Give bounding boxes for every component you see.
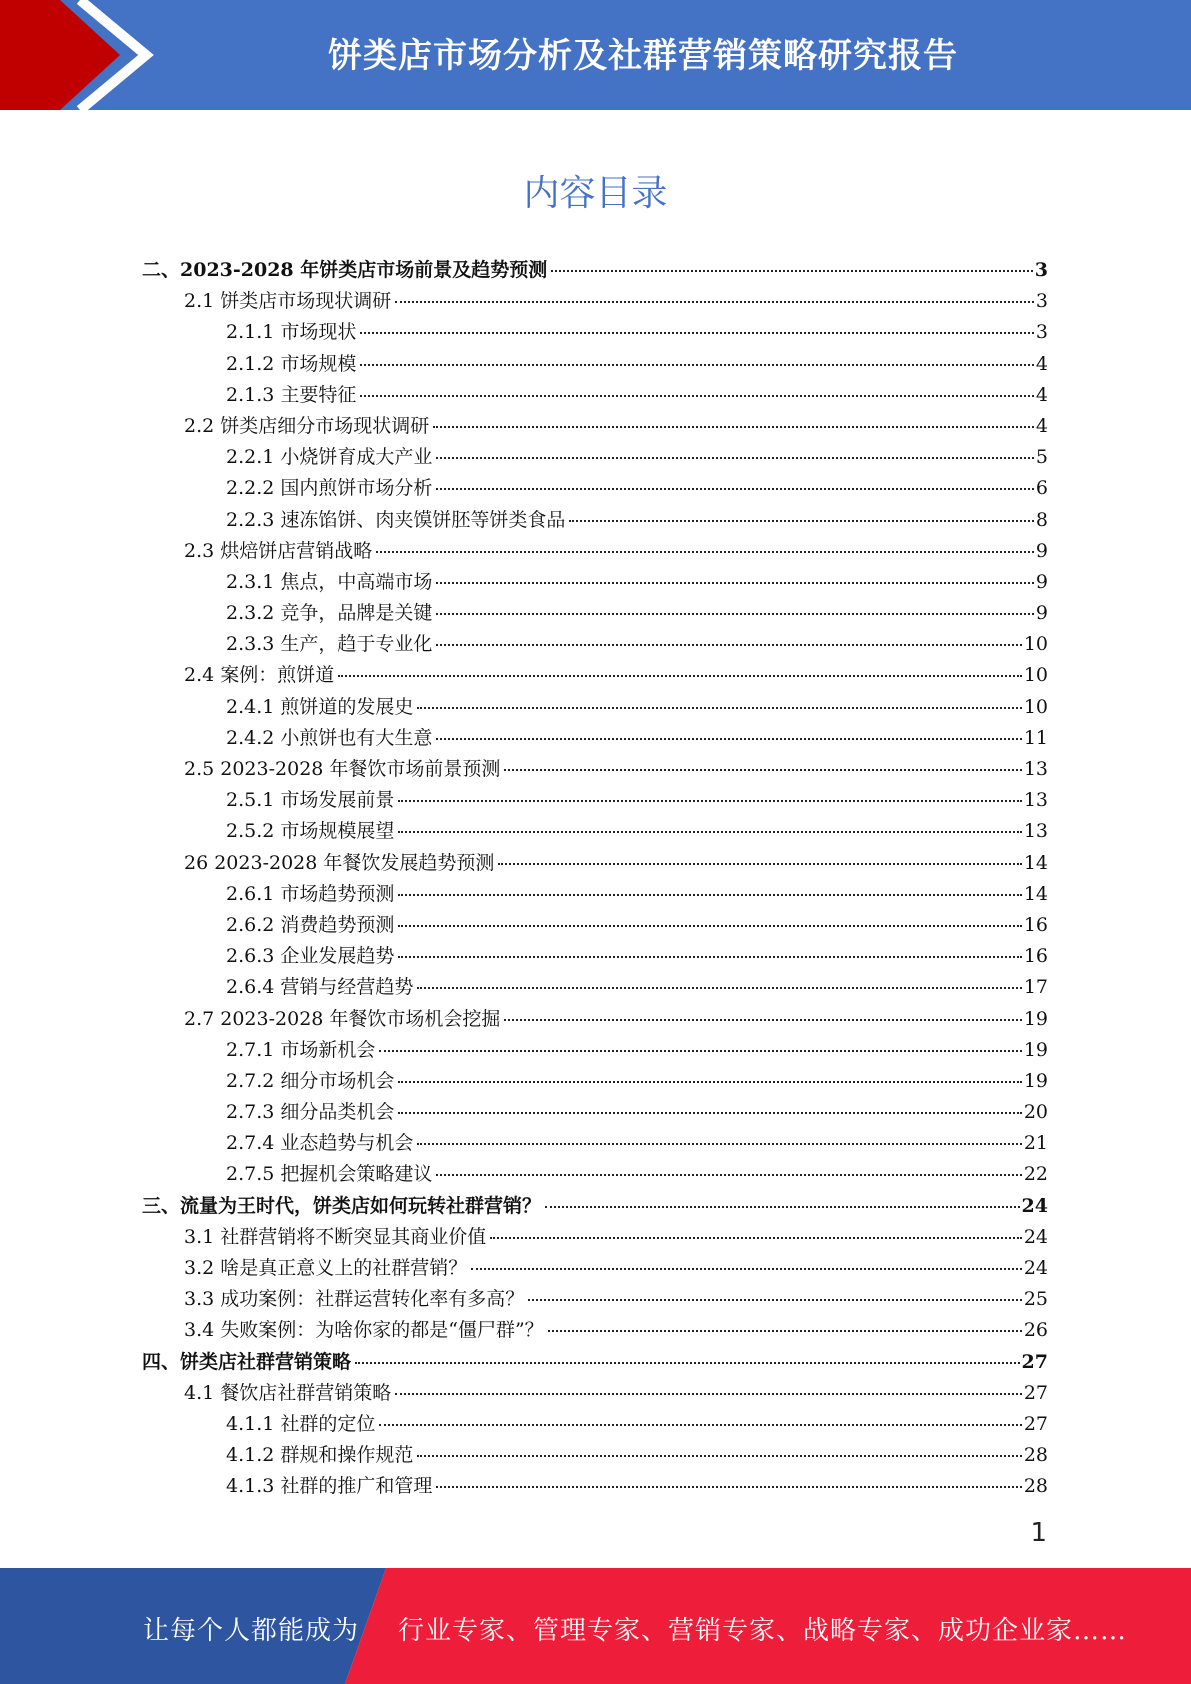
toc-entry[interactable] [142, 1284, 1048, 1315]
toc-entry[interactable] [142, 941, 1048, 972]
toc-entry-label: 2.2.1 小烧饼育成大产业 [226, 446, 433, 469]
toc-entry-page: 9 [1035, 539, 1048, 562]
toc-entry-page: 4 [1035, 383, 1048, 406]
toc-entry-label: 2.1.3 主要特征 [226, 383, 357, 406]
toc-entry-label: 二、2023-2028 年饼类店市场前景及趋势预测 [142, 259, 548, 281]
toc-entry-label: 2.3.3 生产，趋于专业化 [226, 633, 433, 656]
toc-entry[interactable] [142, 1378, 1048, 1409]
toc-dot-leader [417, 707, 1021, 709]
toc-dot-leader [355, 1362, 1020, 1364]
toc-entry[interactable] [142, 473, 1048, 504]
toc-dot-leader [569, 520, 1034, 522]
toc-entry-label: 2.6.3 企业发展趋势 [226, 945, 395, 968]
toc-dot-leader [360, 332, 1034, 334]
toc-dot-leader [471, 1268, 1022, 1270]
toc-entry-page: 3 [1034, 259, 1048, 281]
toc-entry-page: 28 [1023, 1444, 1048, 1467]
toc-entry-label: 4.1.2 群规和操作规范 [226, 1444, 414, 1467]
toc-entry-label: 2.6.2 消费趋势预测 [226, 913, 395, 936]
toc-entry-page: 22 [1023, 1163, 1048, 1186]
table-of-contents [142, 255, 1048, 1503]
toc-dot-leader [528, 1299, 1022, 1301]
toc-entry-label: 2.1.2 市场规模 [226, 352, 357, 375]
toc-entry-page: 16 [1023, 913, 1048, 936]
toc-entry-page: 24 [1023, 1225, 1048, 1248]
toc-entry[interactable] [142, 1440, 1048, 1471]
footer-slogan-left: 让每个人都能成为 [143, 1616, 360, 1646]
toc-dot-leader [490, 1237, 1022, 1239]
toc-entry-page: 14 [1023, 882, 1048, 905]
toc-entry-page: 3 [1035, 290, 1048, 313]
toc-entry-page: 9 [1035, 602, 1048, 625]
toc-entry-label: 三、流量为王时代，饼类店如何玩转社群营销？ [142, 1194, 542, 1217]
toc-dot-leader [379, 1424, 1021, 1426]
toc-entry-label: 3.4 失败案例：为啥你家的都是“僵尸群”？ [184, 1319, 544, 1342]
toc-entry[interactable] [142, 1253, 1048, 1284]
toc-entry-page: 13 [1023, 789, 1048, 812]
toc-entry[interactable] [142, 1035, 1048, 1066]
toc-dot-leader [436, 582, 1034, 584]
toc-dot-leader [498, 863, 1021, 865]
footer-slogan-right: 行业专家、管理专家、营销专家、战略专家、成功企业家…… [398, 1616, 1128, 1646]
toc-dot-leader [548, 1330, 1022, 1332]
toc-entry-page: 19 [1023, 1038, 1048, 1061]
toc-entry-page: 16 [1023, 945, 1048, 968]
toc-entry-page: 5 [1035, 446, 1048, 469]
toc-entry-page: 4 [1035, 414, 1048, 437]
toc-entry[interactable] [142, 349, 1048, 380]
toc-entry[interactable] [142, 629, 1048, 660]
toc-entry-label: 4.1 餐饮店社群营销策略 [184, 1381, 392, 1404]
toc-entry[interactable] [142, 317, 1048, 348]
toc-entry[interactable] [142, 442, 1048, 473]
toc-dot-leader [360, 364, 1034, 366]
toc-entry-label: 2.1.1 市场现状 [226, 321, 357, 344]
toc-entry-label: 2.1 饼类店市场现状调研 [184, 290, 392, 313]
toc-dot-leader [417, 1455, 1021, 1457]
toc-dot-leader [338, 675, 1022, 677]
toc-entry[interactable] [142, 723, 1048, 754]
toc-entry[interactable] [142, 255, 1048, 286]
toc-entry-page: 11 [1023, 726, 1048, 749]
toc-entry-label: 4.1.1 社群的定位 [226, 1412, 376, 1435]
toc-dot-leader [504, 769, 1021, 771]
toc-dot-leader [360, 395, 1034, 397]
toc-entry-label: 2.3 烘焙饼店营销战略 [184, 539, 373, 562]
toc-entry[interactable] [142, 286, 1048, 317]
toc-entry-label: 2.5 2023-2028 年餐饮市场前景预测 [184, 758, 501, 780]
toc-entry[interactable] [142, 910, 1048, 941]
toc-entry-label: 2.4.2 小煎饼也有大生意 [226, 726, 433, 749]
toc-entry-page: 26 [1023, 1319, 1048, 1342]
toc-entry[interactable] [142, 1315, 1048, 1346]
toc-entry[interactable] [142, 1066, 1048, 1097]
toc-entry[interactable] [142, 1191, 1048, 1222]
toc-entry-page: 3 [1035, 321, 1048, 344]
toc-entry-page: 24 [1021, 1194, 1048, 1217]
toc-dot-leader [504, 1019, 1021, 1021]
toc-dot-leader [436, 738, 1021, 740]
toc-entry[interactable] [142, 1097, 1048, 1128]
toc-dot-leader [436, 1486, 1021, 1488]
toc-entry[interactable] [142, 567, 1048, 598]
toc-entry-label: 4.1.3 社群的推广和管理 [226, 1475, 433, 1498]
toc-dot-leader [436, 613, 1034, 615]
toc-dot-leader [398, 1112, 1021, 1114]
toc-entry-label: 3.1 社群营销将不断突显其商业价值 [184, 1225, 487, 1248]
toc-entry[interactable] [142, 785, 1048, 816]
toc-dot-leader [436, 488, 1034, 490]
toc-entry-page: 21 [1023, 1132, 1048, 1155]
toc-entry[interactable] [142, 1471, 1048, 1502]
toc-entry-page: 13 [1023, 820, 1048, 843]
toc-dot-leader [398, 1081, 1021, 1083]
toc-entry[interactable] [142, 1347, 1048, 1378]
toc-entry-page: 9 [1035, 570, 1048, 593]
toc-entry-label: 2.2.3 速冻馅饼、肉夹馍饼胚等饼类食品 [226, 508, 566, 531]
toc-entry-label: 26 2023-2028 年餐饮发展趋势预测 [184, 851, 495, 874]
toc-entry[interactable] [142, 411, 1048, 442]
toc-entry-label: 2.6.1 市场趋势预测 [226, 882, 395, 905]
toc-entry[interactable] [142, 660, 1048, 691]
toc-entry-page: 19 [1023, 1069, 1048, 1092]
toc-dot-leader [433, 426, 1034, 428]
toc-entry-label: 3.2 啥是真正意义上的社群营销？ [184, 1257, 468, 1279]
toc-entry-label: 2.6.4 营销与经营趋势 [226, 976, 414, 999]
toc-dot-leader [398, 831, 1021, 833]
toc-entry-page: 27 [1023, 1381, 1048, 1404]
toc-entry[interactable] [142, 754, 1048, 785]
toc-entry-label: 2.7.1 市场新机会 [226, 1038, 376, 1061]
toc-dot-leader [436, 1174, 1021, 1176]
toc-dot-leader [376, 551, 1034, 553]
toc-entry-label: 2.4 案例：煎饼道 [184, 664, 335, 687]
header-banner [0, 0, 1191, 110]
footer-banner [0, 1568, 1191, 1684]
toc-entry-page: 27 [1023, 1412, 1048, 1435]
toc-entry-label: 2.2 饼类店细分市场现状调研 [184, 414, 430, 437]
toc-entry-page: 4 [1035, 352, 1048, 375]
toc-dot-leader [545, 1206, 1020, 1208]
report-title: 饼类店市场分析及社群营销策略研究报告 [328, 36, 958, 76]
toc-dot-leader [436, 457, 1034, 459]
toc-dot-leader [417, 1143, 1021, 1145]
toc-dot-leader [417, 987, 1021, 989]
toc-dot-leader [398, 894, 1021, 896]
toc-entry-label: 2.4.1 煎饼道的发展史 [226, 695, 414, 718]
toc-dot-leader [551, 270, 1033, 272]
toc-entry-page: 19 [1023, 1007, 1048, 1030]
toc-entry-page: 14 [1023, 851, 1048, 874]
toc-entry-page: 27 [1021, 1350, 1048, 1373]
toc-entry-page: 25 [1023, 1288, 1048, 1311]
toc-entry-label: 2.5.1 市场发展前景 [226, 789, 395, 812]
toc-entry-label: 2.3.2 竞争，品牌是关键 [226, 602, 433, 625]
toc-entry[interactable] [142, 380, 1048, 411]
toc-dot-leader [395, 1393, 1022, 1395]
toc-entry-label: 2.7.2 细分市场机会 [226, 1069, 395, 1092]
toc-entry-page: 10 [1023, 695, 1048, 718]
toc-entry[interactable] [142, 692, 1048, 723]
toc-dot-leader [398, 925, 1021, 927]
chevron-arrow-icon [0, 0, 160, 110]
page-number: 1 [1030, 1518, 1047, 1548]
toc-entry[interactable] [142, 1222, 1048, 1253]
toc-entry[interactable] [142, 505, 1048, 536]
toc-dot-leader [398, 956, 1021, 958]
toc-entry-label: 2.2.2 国内煎饼市场分析 [226, 477, 433, 500]
toc-entry-page: 10 [1023, 633, 1048, 656]
toc-entry-page: 20 [1023, 1101, 1048, 1124]
toc-dot-leader [395, 301, 1034, 303]
toc-entry-page: 6 [1035, 477, 1048, 500]
toc-dot-leader [379, 1050, 1021, 1052]
toc-entry-label: 四、饼类店社群营销策略 [142, 1350, 352, 1373]
toc-entry-page: 28 [1023, 1475, 1048, 1498]
toc-entry[interactable] [142, 1004, 1048, 1035]
toc-entry[interactable] [142, 1128, 1048, 1159]
toc-entry[interactable] [142, 972, 1048, 1003]
toc-entry-page: 10 [1023, 664, 1048, 687]
toc-entry-page: 13 [1023, 758, 1048, 780]
toc-entry[interactable] [142, 816, 1048, 847]
toc-entry-page: 17 [1023, 976, 1048, 999]
toc-entry[interactable] [142, 536, 1048, 567]
toc-entry[interactable] [142, 879, 1048, 910]
toc-entry[interactable] [142, 598, 1048, 629]
toc-entry[interactable] [142, 1159, 1048, 1190]
toc-entry-label: 3.3 成功案例：社群运营转化率有多高？ [184, 1288, 525, 1311]
toc-entry[interactable] [142, 848, 1048, 879]
toc-entry-page: 8 [1035, 508, 1048, 531]
toc-entry-label: 2.7.3 细分品类机会 [226, 1101, 395, 1124]
toc-entry[interactable] [142, 1409, 1048, 1440]
toc-entry-page: 24 [1023, 1257, 1048, 1279]
toc-entry-label: 2.3.1 焦点，中高端市场 [226, 570, 433, 593]
toc-entry-label: 2.7.4 业态趋势与机会 [226, 1132, 414, 1155]
toc-entry-label: 2.7.5 把握机会策略建议 [226, 1163, 433, 1186]
toc-entry-label: 2.7 2023-2028 年餐饮市场机会挖掘 [184, 1007, 501, 1030]
toc-heading: 内容目录 [523, 173, 668, 214]
toc-dot-leader [436, 644, 1021, 646]
toc-dot-leader [398, 800, 1021, 802]
toc-entry-label: 2.5.2 市场规模展望 [226, 820, 395, 843]
